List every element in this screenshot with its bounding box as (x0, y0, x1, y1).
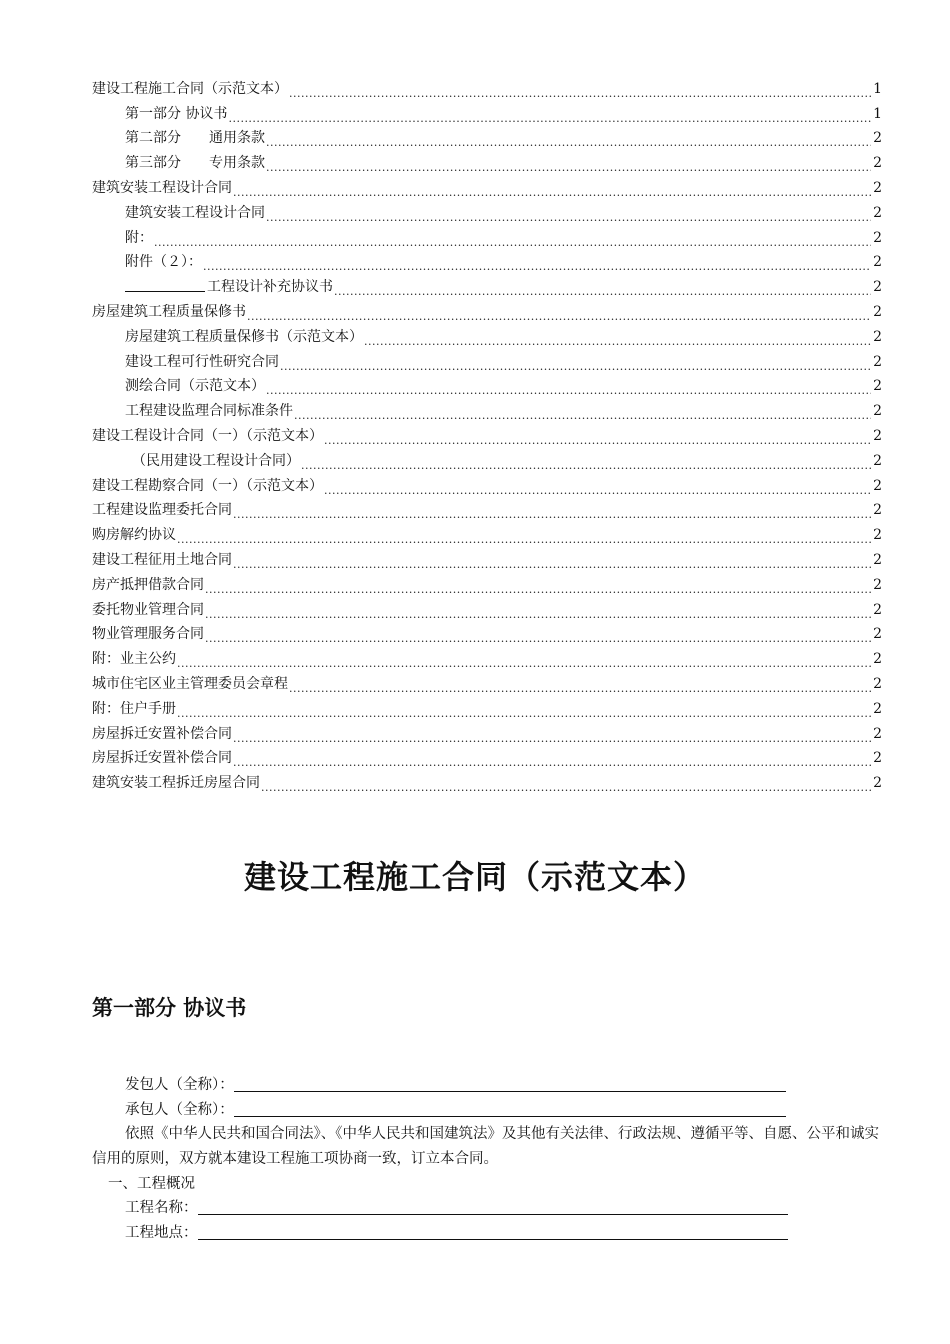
toc-page-number: 2 (873, 130, 882, 147)
toc-page-number: 2 (873, 353, 882, 370)
toc-entry-label: 房屋拆迁安置补偿合同 (92, 725, 232, 742)
toc-entry-title (92, 176, 232, 200)
employer-label: 发包人（全称）： (125, 1077, 234, 1093)
toc-page-number: 2 (873, 651, 882, 668)
toc-entry-title (92, 523, 176, 547)
toc-entry[interactable] (92, 398, 882, 423)
toc-page-number: 2 (873, 601, 882, 618)
toc-dot-leader (233, 552, 871, 572)
toc-dot-leader (334, 279, 871, 299)
toc-page-number: 2 (873, 527, 882, 544)
toc-dot-leader (266, 155, 871, 175)
toc-entry-label: 附：业主公约 (92, 651, 176, 668)
toc-entry[interactable] (92, 547, 882, 572)
toc-entry[interactable] (92, 76, 882, 101)
toc-entry-label: 附：住户手册 (92, 700, 176, 717)
toc-dot-leader (301, 453, 871, 473)
toc-entry[interactable] (92, 423, 882, 448)
toc-entry-label: 房屋建筑工程质量保修书（示范文本） (125, 328, 363, 345)
toc-entry[interactable] (92, 200, 882, 225)
toc-entry-title (92, 474, 323, 498)
toc-entry[interactable] (92, 498, 882, 523)
toc-entry[interactable] (92, 696, 882, 721)
toc-page-number: 2 (873, 179, 882, 196)
toc-page-number: 2 (873, 229, 882, 246)
toc-entry-label: 第三部分 专用条款 (125, 155, 265, 172)
toc-entry-label: 建设工程设计合同（一）（示范文本） (92, 427, 323, 444)
toc-page-number: 2 (873, 750, 882, 767)
toc-page-number: 2 (873, 328, 882, 345)
toc-entry-title (125, 350, 279, 374)
toc-dot-leader (247, 304, 871, 324)
toc-entry-label: 附： (125, 229, 153, 246)
toc-entry-title (92, 548, 232, 572)
toc-entry[interactable] (92, 746, 882, 771)
section-heading: 一、工程概况 (108, 1175, 195, 1192)
toc-dot-leader (177, 651, 871, 671)
toc-entry-title (92, 647, 176, 671)
toc-entry-label: 工程建设监理合同标准条件 (125, 403, 293, 420)
employer-line (92, 1073, 882, 1098)
toc-page-number: 2 (873, 427, 882, 444)
toc-page-number: 2 (873, 303, 882, 320)
part-title: 第一部分 协议书 (92, 996, 247, 1020)
toc-entry-title (92, 722, 232, 746)
toc-dot-leader (364, 329, 871, 349)
contract-body (92, 1073, 882, 1245)
toc-dot-leader (289, 676, 871, 696)
toc-entry[interactable] (92, 175, 882, 200)
toc-entry-label: 房屋拆迁安置补偿合同 (92, 750, 232, 767)
contractor-fill-blank[interactable] (234, 1099, 786, 1117)
toc-page-number: 2 (873, 626, 882, 643)
toc-entry-label: 测绘合同（示范文本） (125, 378, 265, 395)
toc-dot-leader (177, 701, 871, 721)
toc-entry[interactable] (92, 225, 882, 250)
toc-dot-leader (324, 428, 871, 448)
project-name-label: 工程名称： (125, 1200, 198, 1217)
toc-entry-label: 附件（２）： (125, 254, 202, 271)
toc-page-number: 2 (873, 403, 882, 420)
toc-entry-label: 房屋建筑工程质量保修书 (92, 303, 246, 320)
toc-dot-leader (266, 205, 871, 225)
toc-page-number: 2 (873, 775, 882, 792)
toc-entry-title (132, 449, 300, 473)
toc-entry[interactable] (92, 770, 882, 795)
toc-entry-label: 建设工程可行性研究合同 (125, 353, 279, 370)
toc-entry[interactable] (92, 374, 882, 399)
toc-entry-title (125, 151, 265, 175)
employer-fill-blank[interactable] (234, 1074, 786, 1092)
toc-entry-title (125, 399, 293, 423)
toc-page-number: 2 (873, 675, 882, 692)
toc-dot-leader (205, 626, 871, 646)
toc-dot-leader (228, 106, 871, 126)
toc-entry-title (125, 126, 265, 150)
toc-entry-title (92, 771, 260, 795)
contractor-label: 承包人（全称）： (125, 1101, 234, 1118)
toc-entry-title (92, 697, 176, 721)
toc-dot-leader (266, 378, 871, 398)
project-name-line (92, 1196, 882, 1221)
toc-entry-label: 建设工程勘察合同（一）（示范文本） (92, 477, 323, 494)
toc-entry[interactable] (92, 250, 882, 275)
toc-entry-title (92, 573, 204, 597)
toc-entry-title (125, 201, 265, 225)
toc-dot-leader (261, 775, 871, 795)
toc-page-number: 2 (873, 477, 882, 494)
toc-entry-title (125, 374, 265, 398)
toc-entry-label: （民用建设工程设计合同） (132, 452, 300, 469)
toc-page-number: 2 (873, 254, 882, 271)
toc-entry-label: 建筑安装工程设计合同 (125, 204, 265, 221)
toc-entry[interactable] (92, 572, 882, 597)
toc-entry-title (125, 325, 363, 349)
toc-page-number: 2 (873, 279, 882, 296)
toc-dot-leader (203, 254, 871, 274)
toc-page-number: 2 (873, 502, 882, 519)
toc-entry[interactable] (92, 299, 882, 324)
toc-entry-label: 第二部分 通用条款 (125, 130, 265, 147)
toc-entry-label: 建筑安装工程拆迁房屋合同 (92, 775, 260, 792)
toc-entry[interactable] (92, 646, 882, 671)
blank-underline (125, 277, 205, 292)
toc-dot-leader (266, 130, 871, 150)
toc-dot-leader (205, 577, 871, 597)
toc-entry-label: 第一部分 协议书 (125, 105, 228, 122)
toc-page-number: 1 (873, 105, 882, 122)
main-title: 建设工程施工合同（示范文本） (243, 858, 706, 896)
toc-entry-title (125, 102, 227, 126)
toc-entry[interactable] (92, 473, 882, 498)
project-location-line (92, 1221, 882, 1246)
toc-entry-label: 建设工程征用土地合同 (92, 551, 232, 568)
toc-dot-leader (294, 403, 871, 423)
project-name-fill-blank[interactable] (198, 1197, 788, 1215)
toc-dot-leader (233, 750, 871, 770)
toc-page-number: 1 (873, 80, 882, 97)
toc-entry-label: 工程建设监理委托合同 (92, 502, 232, 519)
toc-dot-leader (205, 602, 871, 622)
toc-entry-title (92, 77, 288, 101)
toc-entry[interactable] (92, 274, 882, 299)
toc-dot-leader (324, 478, 871, 498)
toc-entry-title (92, 672, 288, 696)
toc-page-number: 2 (873, 725, 882, 742)
toc-dot-leader (280, 354, 871, 374)
toc-entry-label: 房产抵押借款合同 (92, 576, 204, 593)
project-location-label: 工程地点： (125, 1224, 198, 1241)
toc-entry[interactable] (92, 721, 882, 746)
toc-entry[interactable] (92, 597, 882, 622)
toc-page-number: 2 (873, 378, 882, 395)
toc-entry-label: 购房解约协议 (92, 527, 176, 544)
toc-page-number: 2 (873, 155, 882, 172)
toc-entry[interactable] (92, 324, 882, 349)
toc-entry[interactable] (92, 150, 882, 175)
toc-entry[interactable] (92, 522, 882, 547)
toc-entry-title (92, 622, 204, 646)
toc-dot-leader (289, 81, 871, 101)
toc-entry[interactable] (92, 671, 882, 696)
contractor-line (92, 1098, 882, 1123)
toc-entry-label: 建设工程施工合同（示范文本） (92, 80, 288, 97)
intro-paragraph: 依照《中华人民共和国合同法》、《中华人民共和国建筑法》及其他有关法律、行政法规、遵循平等、自愿、公平和诚实信用的原则，双方就本建设工程施工项协商一致，订立本合同。 (92, 1126, 879, 1167)
table-of-contents (92, 76, 882, 795)
toc-entry-title (92, 498, 232, 522)
toc-page-number: 2 (873, 452, 882, 469)
toc-entry-title (92, 746, 232, 770)
toc-entry-title (92, 424, 323, 448)
toc-entry-title (92, 300, 246, 324)
toc-dot-leader (233, 726, 871, 746)
toc-page-number: 2 (873, 576, 882, 593)
toc-entry[interactable] (92, 101, 882, 126)
toc-page-number: 2 (873, 700, 882, 717)
toc-dot-leader (154, 230, 871, 250)
toc-entry-label: 委托物业管理合同 (92, 601, 204, 618)
toc-page-number: 2 (873, 204, 882, 221)
toc-entry-label: 城市住宅区业主管理委员会章程 (92, 675, 288, 692)
toc-dot-leader (233, 502, 871, 522)
toc-entry-title (125, 226, 153, 250)
toc-entry[interactable] (92, 448, 882, 473)
toc-entry-title (125, 250, 202, 274)
toc-dot-leader (177, 527, 871, 547)
toc-dot-leader (233, 180, 871, 200)
toc-entry-title (92, 598, 204, 622)
toc-entry-label: 建筑安装工程设计合同 (92, 179, 232, 196)
toc-entry[interactable] (92, 126, 882, 151)
toc-entry-label: 工程设计补充协议书 (207, 279, 333, 296)
toc-entry-label: 物业管理服务合同 (92, 626, 204, 643)
project-location-fill-blank[interactable] (198, 1222, 788, 1240)
toc-entry[interactable] (92, 349, 882, 374)
toc-entry[interactable] (92, 622, 882, 647)
toc-entry-title (125, 275, 333, 299)
toc-page-number: 2 (873, 551, 882, 568)
